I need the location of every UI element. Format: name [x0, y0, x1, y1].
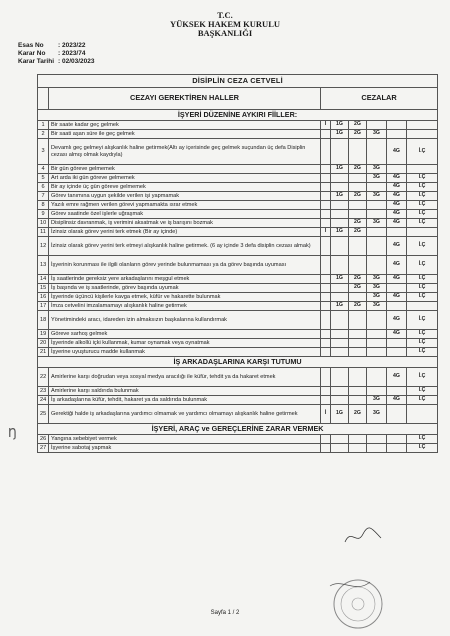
- table-row: [38, 302, 438, 311]
- offense-description: İşyerinde üçüncü kişilerle kavga etmek, küfür ve hakarette bulunmak: [49, 293, 321, 302]
- penalty-cell: [321, 284, 331, 293]
- row-number: 19: [38, 330, 49, 339]
- penalty-cell: [367, 339, 387, 348]
- penalty-cell: 4G: [387, 330, 407, 339]
- table-row: [38, 348, 438, 357]
- table-row: [38, 192, 438, 201]
- row-number: 5: [38, 174, 49, 183]
- penalty-cell: [321, 275, 331, 284]
- penalty-cell: 4G: [387, 139, 407, 165]
- penalty-cell: 2G: [349, 302, 367, 311]
- penalty-cell: 2G: [349, 165, 367, 174]
- table-row: [38, 405, 438, 424]
- penalty-cell: [321, 237, 331, 256]
- penalty-cell: 2G: [349, 284, 367, 293]
- row-number: 14: [38, 275, 49, 284]
- penalty-cell: [407, 228, 438, 237]
- penalty-cell: 1G: [331, 275, 349, 284]
- offense-description: İş arkadaşlarına küfür, tehdit, hakaret ya da saldırıda bulunmak: [49, 396, 321, 405]
- penalty-cell: 2G: [349, 130, 367, 139]
- penalty-cell: İ.Ç: [407, 174, 438, 183]
- offense-description: İşyerine sabotaj yapmak: [49, 444, 321, 453]
- penalty-cell: 2G: [349, 192, 367, 201]
- penalty-cell: [349, 183, 367, 192]
- penalty-cell: [331, 293, 349, 302]
- penalty-cell: 4G: [387, 396, 407, 405]
- table-row: [38, 284, 438, 293]
- penalty-cell: [321, 302, 331, 311]
- penalty-cell: [331, 237, 349, 256]
- penalty-cell: 3G: [367, 302, 387, 311]
- penalty-cell: [331, 330, 349, 339]
- penalty-cell: 4G: [387, 368, 407, 387]
- penalty-cell: İ.Ç: [407, 284, 438, 293]
- table-row: [38, 237, 438, 256]
- table-row: [38, 368, 438, 387]
- penalty-cell: İ.Ç: [407, 330, 438, 339]
- table-row: [38, 275, 438, 284]
- penalty-cell: [407, 130, 438, 139]
- penalty-cell: [331, 311, 349, 330]
- offense-description: Yangına sebebiyet vermek: [49, 435, 321, 444]
- offense-description: İşyerinin korunması ile ilgili olanların görev yerinde bulunmaması ya da görev başında uyuması: [49, 256, 321, 275]
- penalty-cell: [367, 368, 387, 387]
- row-number: 24: [38, 396, 49, 405]
- penalty-cell: 2G: [349, 219, 367, 228]
- penalty-cell: İ.Ç: [407, 444, 438, 453]
- row-number: 7: [38, 192, 49, 201]
- offense-description: İzinsiz olarak görev yerini terk etmek (Bir ay içinde): [49, 228, 321, 237]
- penalty-cell: [367, 201, 387, 210]
- column-header-offenses: CEZAYI GEREKTİREN HALLER: [49, 88, 321, 110]
- penalty-cell: 4G: [387, 293, 407, 302]
- offense-description: Bir gün göreve gelmemek: [49, 165, 321, 174]
- penalty-cell: [331, 174, 349, 183]
- penalty-cell: [331, 348, 349, 357]
- penalty-cell: [387, 387, 407, 396]
- table-row: [38, 183, 438, 192]
- penalty-cell: [321, 192, 331, 201]
- offense-description: Disiplinsiz davranmak, iş verimini aksatmak ve iş barışını bozmak: [49, 219, 321, 228]
- penalty-cell: 2G: [349, 405, 367, 424]
- penalty-cell: [321, 256, 331, 275]
- penalty-cell: [387, 435, 407, 444]
- offense-description: Yazılı emre rağmen verilen görevi yapmamakta ısrar etmek: [49, 201, 321, 210]
- penalty-cell: [387, 121, 407, 130]
- meta-karar: Karar No : 2023/74: [18, 50, 86, 57]
- penalty-cell: [367, 228, 387, 237]
- table-row: [38, 210, 438, 219]
- penalty-cell: [321, 210, 331, 219]
- penalty-cell: [321, 174, 331, 183]
- offense-description: İşyerine uyuşturucu madde kullanmak: [49, 348, 321, 357]
- table-row: [38, 165, 438, 174]
- penalty-cell: 3G: [367, 174, 387, 183]
- penalty-cell: İ.Ç: [407, 256, 438, 275]
- penalty-cell: 4G: [387, 210, 407, 219]
- penalty-cell: İ.Ç: [407, 210, 438, 219]
- row-number: 10: [38, 219, 49, 228]
- table-row: [38, 396, 438, 405]
- penalty-cell: [321, 183, 331, 192]
- penalty-cell: [349, 396, 367, 405]
- penalty-cell: [387, 228, 407, 237]
- header-tc: T.C.: [217, 10, 233, 20]
- table-row: [38, 201, 438, 210]
- penalty-cell: [367, 444, 387, 453]
- header-department: BAŞKANLIĞI: [197, 28, 253, 38]
- penalty-cell: [349, 330, 367, 339]
- penalty-cell: [321, 444, 331, 453]
- penalty-cell: [387, 302, 407, 311]
- table-row: [38, 311, 438, 330]
- penalty-cell: [331, 201, 349, 210]
- table-row: [38, 256, 438, 275]
- penalty-cell: [349, 348, 367, 357]
- penalty-cell: [367, 121, 387, 130]
- penalty-cell: [331, 183, 349, 192]
- penalty-cell: [407, 302, 438, 311]
- row-number: 3: [38, 139, 49, 165]
- penalty-cell: 1G: [331, 130, 349, 139]
- penalty-cell: [331, 368, 349, 387]
- penalty-cell: [367, 256, 387, 275]
- penalty-cell: İ.Ç: [407, 219, 438, 228]
- penalty-cell: [349, 435, 367, 444]
- penalty-cell: [331, 256, 349, 275]
- row-number: 8: [38, 201, 49, 210]
- section-title: İŞYERİ, ARAÇ ve GEREÇLERİNE ZARAR VERMEK: [38, 424, 438, 435]
- penalty-cell: 4G: [387, 311, 407, 330]
- penalty-cell: İ.Ç: [407, 201, 438, 210]
- penalty-cell: İ: [321, 228, 331, 237]
- official-seal-stamp: [322, 574, 392, 630]
- penalty-cell: [349, 387, 367, 396]
- penalty-cell: 3G: [367, 219, 387, 228]
- table-row: [38, 174, 438, 183]
- meta-esas: Esas No : 2023/22: [18, 42, 86, 49]
- header-institution: YÜKSEK HAKEM KURULU: [169, 19, 281, 29]
- penalty-cell: [349, 293, 367, 302]
- table-row: [38, 339, 438, 348]
- offense-description: Art arda iki gün göreve gelmemek: [49, 174, 321, 183]
- penalty-cell: [407, 405, 438, 424]
- penalty-cell: [387, 130, 407, 139]
- penalty-cell: İ.Ç: [407, 387, 438, 396]
- offense-description: Devamlı geç gelmeyi alışkanlık haline getirmek(Altı ay içerisinde geç gelmek suçundan üç defa Disiplin cezası almış olmak kaydıyla): [49, 139, 321, 165]
- penalty-cell: 1G: [331, 121, 349, 130]
- penalty-cell: [387, 339, 407, 348]
- penalty-cell: [321, 348, 331, 357]
- penalty-cell: 4G: [387, 183, 407, 192]
- row-number: 2: [38, 130, 49, 139]
- penalty-cell: [349, 444, 367, 453]
- offense-description: Amirlerine karşı doğrudan veya sosyal medya aracılığı ile küfür, tehdit ya da hakaret etmek: [49, 368, 321, 387]
- penalty-cell: [331, 210, 349, 219]
- penalty-cell: [387, 444, 407, 453]
- offense-description: Göreve sarhoş gelmek: [49, 330, 321, 339]
- penalty-cell: [349, 311, 367, 330]
- penalty-cell: [321, 435, 331, 444]
- penalty-cell: [321, 387, 331, 396]
- penalty-cell: [321, 311, 331, 330]
- penalty-cell: İ.Ç: [407, 339, 438, 348]
- penalty-cell: [321, 139, 331, 165]
- penalty-cell: [331, 219, 349, 228]
- penalty-cell: 1G: [331, 228, 349, 237]
- row-number: 6: [38, 183, 49, 192]
- offense-description: Bir saate kadar geç gelmek: [49, 121, 321, 130]
- page-footer: Sayfa 1 / 2: [210, 610, 240, 616]
- table-row: [38, 130, 438, 139]
- penalty-cell: [331, 396, 349, 405]
- penalty-cell: İ.Ç: [407, 192, 438, 201]
- row-number: 26: [38, 435, 49, 444]
- penalty-cell: İ.Ç: [407, 311, 438, 330]
- penalty-cell: [349, 339, 367, 348]
- penalty-cell: 4G: [387, 237, 407, 256]
- penalty-cell: [367, 183, 387, 192]
- penalty-cell: 4G: [387, 256, 407, 275]
- offense-description: Gerektiği halde iş arkadaşlarına yardımcı olmamak ve yardımcı olmamayı alışkanlık haline getirmek: [49, 405, 321, 424]
- row-number: 1: [38, 121, 49, 130]
- offense-description: Yönetimindeki aracı, idareden izin almaksızın başkalarına kullandırmak: [49, 311, 321, 330]
- offense-description: İş saatlerinde gereksiz yere arkadaşlarını meşgul etmek: [49, 275, 321, 284]
- offense-description: Görev saatinde özel işlerle uğraşmak: [49, 210, 321, 219]
- row-number: 23: [38, 387, 49, 396]
- offense-description: Görev tanımına uygun şekilde verilen işi yapmamak: [49, 192, 321, 201]
- row-number: 9: [38, 210, 49, 219]
- meta-karar-tarihi: Karar Tarihi : 02/03/2023: [18, 58, 95, 65]
- row-number: 16: [38, 293, 49, 302]
- penalty-cell: 1G: [331, 165, 349, 174]
- penalty-cell: [321, 330, 331, 339]
- penalty-cell: 2G: [349, 121, 367, 130]
- row-number: 18: [38, 311, 49, 330]
- penalty-cell: [331, 444, 349, 453]
- penalty-cell: İ.Ç: [407, 368, 438, 387]
- penalty-cell: İ: [321, 405, 331, 424]
- penalty-cell: 2G: [349, 228, 367, 237]
- table-row: [38, 139, 438, 165]
- penalty-cell: İ.Ç: [407, 396, 438, 405]
- penalty-cell: [349, 368, 367, 387]
- offense-description: İş başında ve iş saatlerinde, görev başında uyumak: [49, 284, 321, 293]
- row-number: 21: [38, 348, 49, 357]
- table-row: [38, 219, 438, 228]
- penalty-cell: 3G: [367, 405, 387, 424]
- penalty-cell: [367, 311, 387, 330]
- section-title: İŞ ARKADAŞLARINA KARŞI TUTUMU: [38, 357, 438, 368]
- penalty-cell: 3G: [367, 275, 387, 284]
- offense-description: İşyerinde alkollü içki kullanmak, kumar oynamak veya oynatmak: [49, 339, 321, 348]
- row-number: 22: [38, 368, 49, 387]
- penalty-cell: 3G: [367, 293, 387, 302]
- penalty-cell: İ.Ç: [407, 183, 438, 192]
- penalty-cell: 3G: [367, 284, 387, 293]
- penalty-cell: [321, 201, 331, 210]
- penalty-cell: [321, 293, 331, 302]
- penalty-cell: [349, 237, 367, 256]
- penalty-cell: [321, 219, 331, 228]
- penalty-cell: İ.Ç: [407, 275, 438, 284]
- penalty-cell: [367, 237, 387, 256]
- table-row: [38, 330, 438, 339]
- penalty-cell: [349, 201, 367, 210]
- table-row: [38, 435, 438, 444]
- table-title: DİSİPLİN CEZA CETVELİ: [38, 75, 438, 88]
- penalty-cell: [331, 435, 349, 444]
- penalty-cell: [349, 174, 367, 183]
- penalty-cell: 3G: [367, 165, 387, 174]
- penalty-cell: [321, 339, 331, 348]
- penalty-cell: [349, 139, 367, 165]
- penalty-cell: 4G: [387, 192, 407, 201]
- penalty-cell: İ: [321, 121, 331, 130]
- signature-mark: [343, 524, 383, 548]
- row-number: 12: [38, 237, 49, 256]
- offense-description: Bir ay içinde üç gün göreve gelmemek: [49, 183, 321, 192]
- table-row: [38, 121, 438, 130]
- penalty-cell: 2G: [349, 275, 367, 284]
- penalty-cell: 3G: [367, 130, 387, 139]
- penalty-cell: İ.Ç: [407, 293, 438, 302]
- offense-description: Amirlerine karşı saldırıda bulunmak: [49, 387, 321, 396]
- penalty-cell: [367, 387, 387, 396]
- section-title: İŞYERİ DÜZENİNE AYKIRI FİİLLER:: [38, 110, 438, 121]
- penalty-cell: [331, 339, 349, 348]
- penalty-cell: [367, 435, 387, 444]
- penalty-cell: 1G: [331, 405, 349, 424]
- penalty-cell: İ.Ç: [407, 348, 438, 357]
- penalty-cell: [331, 139, 349, 165]
- penalty-cell: 4G: [387, 219, 407, 228]
- penalty-cell: 1G: [331, 302, 349, 311]
- penalty-cell: [367, 330, 387, 339]
- penalty-cell: [407, 121, 438, 130]
- penalty-cell: 3G: [367, 192, 387, 201]
- penalty-cell: [321, 396, 331, 405]
- penalty-cell: 4G: [387, 275, 407, 284]
- penalty-cell: [321, 165, 331, 174]
- penalty-cell: İ.Ç: [407, 237, 438, 256]
- row-number: 20: [38, 339, 49, 348]
- offense-description: Bir saati aşan süre ile geç gelmek: [49, 130, 321, 139]
- table-row: [38, 387, 438, 396]
- row-number: 15: [38, 284, 49, 293]
- row-number: 17: [38, 302, 49, 311]
- row-number: 4: [38, 165, 49, 174]
- penalty-cell: [367, 348, 387, 357]
- penalty-cell: 4G: [387, 174, 407, 183]
- penalty-cell: İ.Ç: [407, 435, 438, 444]
- penalty-cell: [331, 284, 349, 293]
- penalty-cell: [321, 368, 331, 387]
- penalty-cell: 1G: [331, 192, 349, 201]
- row-number: 25: [38, 405, 49, 424]
- handwritten-margin-mark: Ŋ: [8, 426, 17, 440]
- penalty-cell: [367, 139, 387, 165]
- penalty-cell: [387, 348, 407, 357]
- row-number: 13: [38, 256, 49, 275]
- offense-description: İmza cetvelini imzalamamayı alışkanlık haline getirmek: [49, 302, 321, 311]
- table-row: [38, 293, 438, 302]
- penalty-table: [37, 74, 438, 453]
- column-header-penalties: CEZALAR: [321, 88, 438, 110]
- penalty-cell: 4G: [387, 201, 407, 210]
- penalty-cell: [387, 284, 407, 293]
- penalty-cell: [387, 405, 407, 424]
- row-number: 27: [38, 444, 49, 453]
- penalty-cell: [349, 210, 367, 219]
- penalty-cell: [331, 387, 349, 396]
- penalty-cell: [367, 210, 387, 219]
- table-row: [38, 228, 438, 237]
- penalty-cell: 3G: [367, 396, 387, 405]
- penalty-cell: [387, 165, 407, 174]
- penalty-cell: [349, 256, 367, 275]
- penalty-cell: [321, 130, 331, 139]
- row-number: 11: [38, 228, 49, 237]
- offense-description: İzinsiz olarak görev yerini terk etmeyi alışkanlık haline getirmek. (6 ay içinde 3 defa disiplin cezası almak): [49, 237, 321, 256]
- penalty-cell: İ.Ç: [407, 139, 438, 165]
- table-row: [38, 444, 438, 453]
- penalty-cell: [407, 165, 438, 174]
